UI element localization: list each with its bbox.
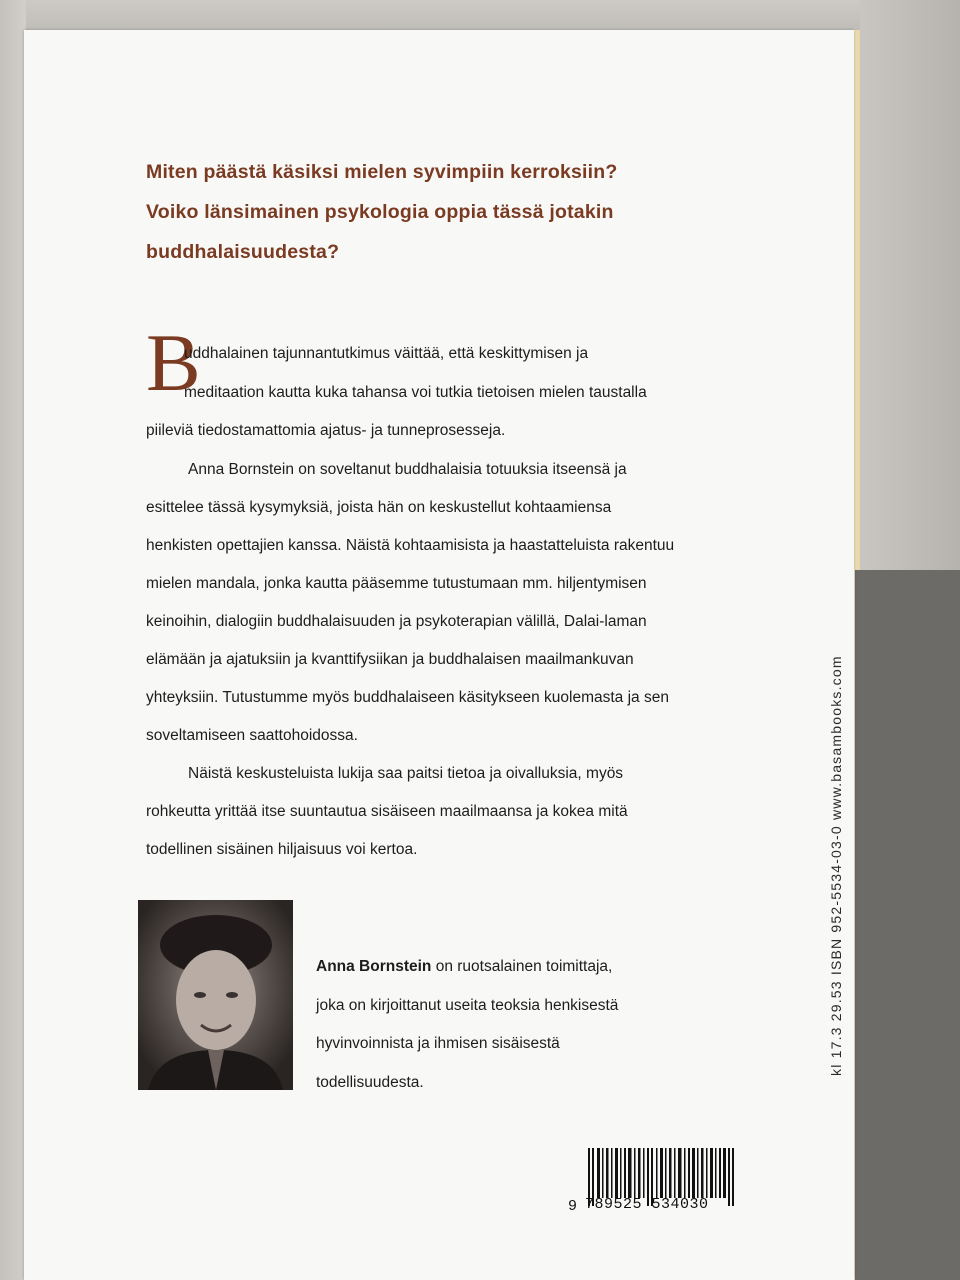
isbn-info: kl 17.3 29.53 ISBN 952-5534-03-0 www.basambooks.com (828, 655, 844, 1076)
background-left (0, 0, 26, 1280)
drop-cap: B (146, 317, 201, 408)
paragraph-line: esittelee tässä kysymyksiä, joista hän on keskustellut kohtaamiensa (146, 499, 612, 516)
background-dark-surface (855, 570, 960, 1280)
question-line: buddhalaisuudesta? (146, 241, 340, 263)
paragraph-line: elämään ja ajatuksiin ja kvanttifysiikan ja buddhalaisen maailmankuvan (146, 651, 634, 668)
barcode-lead-digit: 9 (568, 1198, 578, 1215)
question-line: Miten päästä käsiksi mielen syvimpiin kerroksiin? (146, 161, 618, 183)
lead-questions (146, 152, 786, 272)
paragraph-line: Anna Bornstein on soveltanut buddhalaisia totuuksia itseensä ja (188, 461, 627, 478)
paragraph-line: mielen mandala, jonka kautta pääsemme tutustumaan mm. hiljentymisen (146, 575, 647, 592)
author-name: Anna Bornstein (316, 958, 432, 975)
intro-line: uddhalainen tajunnantutkimus väittää, että keskittymisen ja (184, 345, 589, 362)
author-photo (138, 900, 293, 1090)
intro-line: piileviä tiedostamattomia ajatus- ja tunneprosesseja. (146, 422, 506, 439)
paragraph-line: henkisten opettajien kanssa. Näistä kohtaamisista ja haastatteluista rakentuu (146, 537, 675, 554)
bio-line: hyvinvoinnista ja ihmisen sisäisestä (316, 1035, 560, 1052)
bio-line: joka on kirjoittanut useita teoksia henkisestä (316, 996, 619, 1014)
paragraph-line: keinoihin, dialogiin buddhalaisuuden ja psykoterapian välillä, Dalai-laman (146, 613, 647, 630)
author-bio (316, 948, 736, 1102)
barcode-digits: 789525 534030 (585, 1196, 709, 1213)
paragraph-line: yhteyksiin. Tutustumme myös buddhalaiseen käsitykseen kuolemasta ja sen (146, 689, 669, 706)
background-right (860, 0, 960, 570)
paragraph-line: Näistä keskusteluista lukija saa paitsi tietoa ja oivalluksia, myös (188, 765, 624, 782)
author-portrait-icon (138, 900, 293, 1090)
paragraph-line: todellinen sisäinen hiljaisuus voi kertoa. (146, 841, 418, 858)
paragraph-line: soveltamiseen saattohoidossa. (146, 727, 358, 744)
bio-line: todellisuudesta. (316, 1073, 424, 1091)
paragraph-line: rohkeutta yrittää itse suuntautua sisäiseen maailmaansa ja kokea mitä (146, 803, 628, 820)
intro-line: meditaation kautta kuka tahansa voi tutkia tietoisen mielen taustalla (184, 384, 647, 401)
bio-line-1 (316, 948, 736, 987)
bio-text: on ruotsalainen toimittaja, (431, 958, 613, 975)
question-line: Voiko länsimainen psykologia oppia tässä jotakin (146, 201, 614, 223)
